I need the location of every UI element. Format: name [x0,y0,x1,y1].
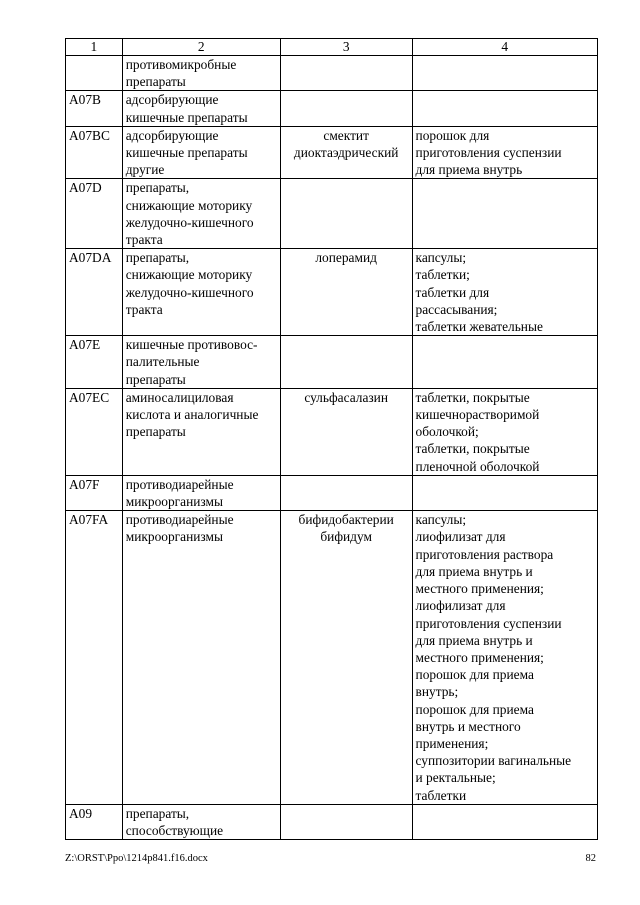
cell-text-line: суппозитории вагинальные [415,753,572,769]
atc-code-cell [66,179,123,249]
drug-name-cell [280,511,412,804]
group-name-cell [122,126,280,179]
dosage-form-cell [412,179,597,249]
cell-text-line: A09 [69,805,93,821]
cell-text-line: местного применения; [415,649,544,665]
cell-text-line: местного применения; [415,581,544,597]
cell-text-line: препараты [125,74,186,90]
cell-text-line: применения; [415,735,489,751]
cell-text-line: смектит [323,127,369,143]
atc-code-cell [66,126,123,179]
cell-text-line: сульфасалазин [304,389,389,405]
cell-text-line: для приема внутрь и [415,563,533,579]
medication-table [65,38,598,840]
group-name-cell [122,249,280,336]
table-header-row [66,39,598,56]
cell-text-line: микроорганизмы [125,494,223,510]
header-col-3: 3 [280,39,412,56]
atc-code-cell [66,475,123,510]
drug-name-cell [280,388,412,475]
dosage-form-cell [412,249,597,336]
table-row [66,91,598,126]
cell-text-line: препараты, [125,250,190,266]
dosage-form-cell [412,804,597,839]
drug-name-cell [280,336,412,389]
cell-text-line: аминосалициловая [125,389,234,405]
dosage-form-cell [412,126,597,179]
table-row [66,388,598,475]
cell-text-line: препараты, [125,805,190,821]
cell-text-line: препараты [125,424,186,440]
dosage-form-cell [412,336,597,389]
cell-text-line: снижающие моторику [125,267,253,283]
cell-text-line: снижающие моторику [125,197,253,213]
cell-text-line: порошок для [415,127,490,143]
drug-name-cell [280,179,412,249]
cell-text-line: внутрь; [415,684,459,700]
atc-code-cell [66,804,123,839]
cell-text-line: A07BC [69,127,110,143]
cell-text-line: таблетки, покрытые [415,389,530,405]
cell-text-line: бифидобактерии [298,512,394,528]
cell-text-line: тракта [125,301,163,317]
table-row [66,126,598,179]
drug-name-cell [280,91,412,126]
cell-text-line: A07E [69,337,101,353]
cell-text-line: таблетки жевательные [415,319,543,335]
cell-text-line: для приема внутрь и [415,632,533,648]
cell-text-line: A07F [69,476,100,492]
cell-text-line: противодиарейные [125,512,234,528]
cell-text-line: лиофилизат для [415,529,506,545]
group-name-cell [122,804,280,839]
group-name-cell [122,91,280,126]
cell-text-line: кишечные препараты [125,145,248,161]
cell-text-line: желудочно-кишечного [125,284,254,300]
cell-text-line: таблетки [415,787,467,803]
cell-text-line: капсулы; [415,250,467,266]
cell-text-line: кишечные препараты [125,109,248,125]
cell-text-line: адсорбирующие [125,127,219,143]
cell-text-line: препараты, [125,180,190,196]
atc-code-cell [66,56,123,91]
header-col-1: 1 [66,39,123,56]
cell-text-line: таблетки; [415,267,470,283]
cell-text-line: порошок для приема [415,701,534,717]
cell-text-line: A07DA [69,250,112,266]
group-name-cell [122,179,280,249]
header-col-4: 4 [412,39,597,56]
cell-text-line: другие [125,162,165,178]
cell-text-line: A07EC [69,389,110,405]
cell-text-line: внутрь и местного [415,718,521,734]
cell-text-line: A07FA [69,512,109,528]
cell-text-line: противомикробные [125,57,237,72]
drug-name-cell [280,804,412,839]
cell-text-line: оболочкой; [415,424,479,440]
table-row [66,56,598,91]
drug-name-cell [280,249,412,336]
group-name-cell [122,336,280,389]
table-row [66,475,598,510]
cell-text-line: кишечнорастворимой [415,407,540,423]
cell-text-line: препараты [125,371,186,387]
cell-text-line: приготовления суспензии [415,615,562,631]
cell-text-line: адсорбирующие [125,92,219,108]
cell-text-line: для приема внутрь [415,162,523,178]
cell-text-line: порошок для приема [415,667,534,683]
cell-text-line: капсулы; [415,512,467,528]
dosage-form-cell [412,91,597,126]
table-row [66,249,598,336]
atc-code-cell [66,336,123,389]
atc-code-cell [66,511,123,804]
cell-text-line: пленочной оболочкой [415,458,540,474]
dosage-form-cell [412,388,597,475]
cell-text-line: противодиарейные [125,476,234,492]
cell-text-line: тракта [125,232,163,248]
footer-file-path: Z:\ORST\Ppo\1214p841.f16.docx [65,853,208,864]
cell-text-line: и ректальные; [415,770,496,786]
footer-page-number: 82 [585,853,596,864]
cell-text-line: приготовления раствора [415,546,554,562]
table-row [66,179,598,249]
group-name-cell [122,388,280,475]
cell-text-line: лиофилизат для [415,598,506,614]
cell-text-line: приготовления суспензии [415,145,562,161]
cell-text-line: желудочно-кишечного [125,214,254,230]
table-row [66,511,598,804]
atc-code-cell [66,91,123,126]
header-col-2: 2 [122,39,280,56]
drug-name-cell [280,475,412,510]
cell-text-line: микроорганизмы [125,529,223,545]
table-body [66,56,598,840]
cell-text-line: кишечные противовос- [125,337,258,353]
drug-name-cell [280,126,412,179]
cell-text-line: лоперамид [315,250,377,266]
table-row [66,804,598,839]
cell-text-line: палительные [125,354,200,370]
cell-text-line: таблетки, покрытые [415,441,530,457]
cell-text-line: бифидум [320,529,372,545]
group-name-cell [122,511,280,804]
cell-text-line: таблетки для [415,284,490,300]
cell-text-line: A07B [69,92,101,108]
group-name-cell [122,56,280,91]
atc-code-cell [66,249,123,336]
group-name-cell [122,475,280,510]
cell-text-line: способствующие [125,822,224,838]
cell-text-line: A07D [69,180,102,196]
dosage-form-cell [412,511,597,804]
cell-text-line: кислота и аналогичные [125,407,259,423]
dosage-form-cell [412,475,597,510]
dosage-form-cell [412,56,597,91]
cell-text-line: рассасывания; [415,301,498,317]
drug-name-cell [280,56,412,91]
cell-text-line: диоктаэдрический [293,145,399,161]
table-row [66,336,598,389]
atc-code-cell [66,388,123,475]
